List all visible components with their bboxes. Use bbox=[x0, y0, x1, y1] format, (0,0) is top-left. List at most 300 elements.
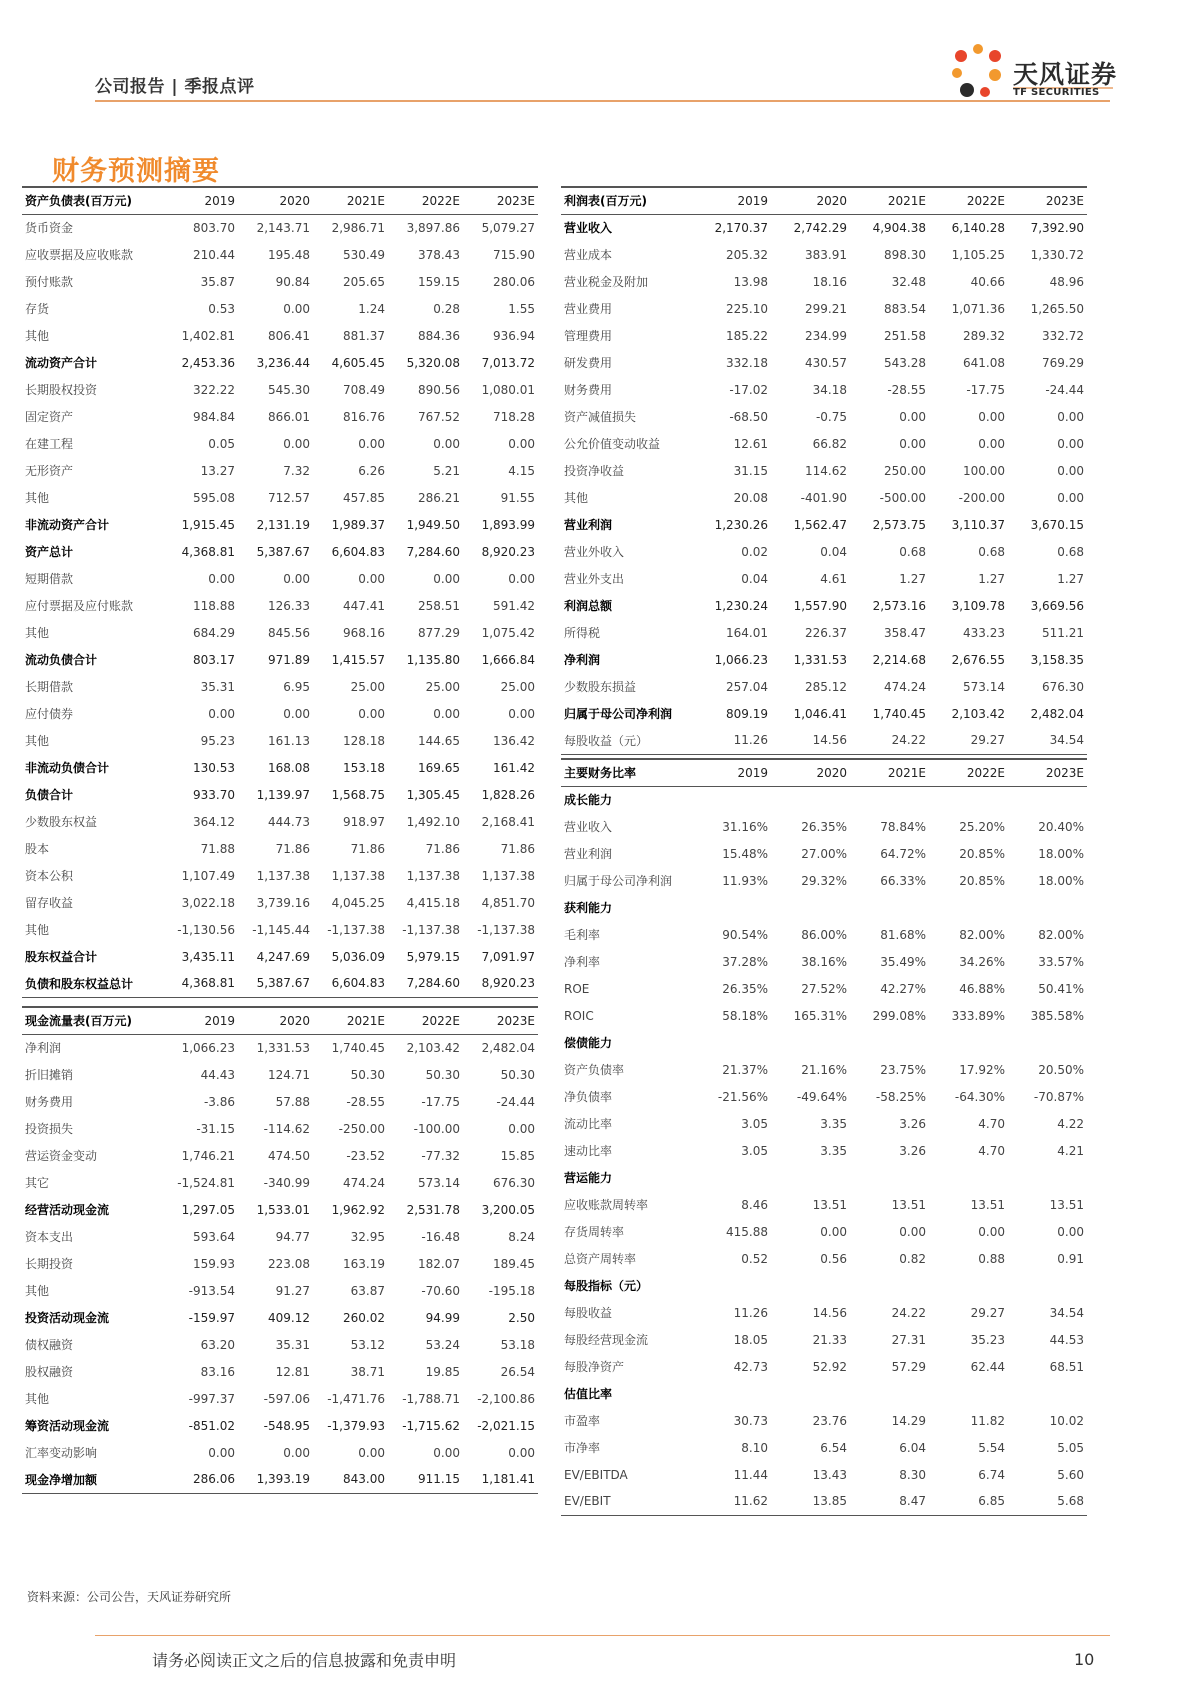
cell-value: 130.53 bbox=[193, 760, 235, 775]
cell-value: 0.00 bbox=[508, 1445, 535, 1460]
cell-value: 1,533.01 bbox=[256, 1202, 310, 1217]
row-label: 其他 bbox=[25, 734, 50, 748]
cell-value: 27.52% bbox=[801, 981, 847, 996]
page-number: 10 bbox=[1074, 1650, 1095, 1669]
balance-sheet-table bbox=[22, 186, 538, 998]
row-label: 所得税 bbox=[564, 626, 601, 640]
cell-value: 918.97 bbox=[343, 814, 385, 829]
cell-value: 251.58 bbox=[884, 328, 926, 343]
cell-value: 26.54 bbox=[500, 1364, 535, 1379]
row-label: 毛利率 bbox=[564, 928, 601, 942]
cell-value: 27.31 bbox=[891, 1332, 926, 1347]
cell-value: 0.00 bbox=[358, 571, 385, 586]
cell-value: 0.00 bbox=[208, 706, 235, 721]
table-header-row bbox=[561, 759, 1087, 786]
cell-value: 4,904.38 bbox=[872, 220, 926, 235]
cell-value: -851.02 bbox=[188, 1418, 235, 1433]
cell-value: 0.00 bbox=[433, 1445, 460, 1460]
cell-value: 189.45 bbox=[493, 1256, 535, 1271]
cell-value: 2,482.04 bbox=[481, 1040, 535, 1055]
cell-value: 258.51 bbox=[418, 598, 460, 613]
row-label: 非流动负债合计 bbox=[25, 761, 110, 775]
cell-value: 890.56 bbox=[418, 382, 460, 397]
cell-value: 364.12 bbox=[193, 814, 235, 829]
cell-value: 845.56 bbox=[268, 625, 310, 640]
cell-value: 3.35 bbox=[820, 1143, 847, 1158]
cell-value: 82.00% bbox=[1038, 927, 1084, 942]
row-label: 总资产周转率 bbox=[564, 1252, 637, 1266]
cell-value: 358.47 bbox=[884, 625, 926, 640]
year-header: 2022E bbox=[929, 187, 1008, 214]
cell-value: 11.44 bbox=[733, 1467, 768, 1482]
cell-value: 6,604.83 bbox=[313, 970, 388, 997]
table-row bbox=[561, 511, 1087, 538]
cell-value: 0.00 bbox=[508, 571, 535, 586]
cell-value: 71.86 bbox=[500, 841, 535, 856]
cell-value: 29.32% bbox=[801, 873, 847, 888]
row-label: 应付债券 bbox=[25, 707, 74, 721]
cell-value: 38.16% bbox=[801, 954, 847, 969]
cell-value: 0.04 bbox=[741, 571, 768, 586]
table-row bbox=[22, 646, 538, 673]
cell-value: 2,131.19 bbox=[256, 517, 310, 532]
cell-value: 23.76 bbox=[812, 1413, 847, 1428]
cell-value: 0.28 bbox=[433, 301, 460, 316]
cell-value: 71.86 bbox=[350, 841, 385, 856]
cell-value: -17.02 bbox=[729, 382, 768, 397]
cell-value: 8,920.23 bbox=[481, 544, 535, 559]
cell-value: 50.30 bbox=[350, 1067, 385, 1082]
cell-value: 71.88 bbox=[200, 841, 235, 856]
cell-value: 3,236.44 bbox=[256, 355, 310, 370]
cell-value: 169.65 bbox=[418, 760, 460, 775]
cell-value: 0.52 bbox=[741, 1251, 768, 1266]
cell-value: 8.47 bbox=[850, 1488, 929, 1515]
cell-value: 1.55 bbox=[508, 301, 535, 316]
cell-value: 81.68% bbox=[880, 927, 926, 942]
cell-value: 82.00% bbox=[959, 927, 1005, 942]
income-statement-table bbox=[561, 186, 1087, 755]
cell-value: 0.88 bbox=[978, 1251, 1005, 1266]
row-label: 其他 bbox=[564, 491, 589, 505]
cell-value: 8,920.23 bbox=[463, 970, 538, 997]
cell-value: 46.88% bbox=[959, 981, 1005, 996]
table-row bbox=[561, 867, 1087, 894]
table-row bbox=[561, 948, 1087, 975]
cell-value: 0.68 bbox=[978, 544, 1005, 559]
logo-petal-icon bbox=[989, 69, 1001, 81]
table-row bbox=[561, 1380, 1087, 1407]
table-row bbox=[561, 268, 1087, 295]
cell-value bbox=[692, 786, 771, 813]
table-row bbox=[561, 840, 1087, 867]
table-row bbox=[561, 1164, 1087, 1191]
cell-value: -1,379.93 bbox=[327, 1418, 385, 1433]
cell-value: -49.64% bbox=[796, 1089, 847, 1104]
cell-value: 378.43 bbox=[418, 247, 460, 262]
row-label: 营业外支出 bbox=[564, 572, 625, 586]
row-label: EV/EBITDA bbox=[564, 1467, 628, 1482]
row-label: 股东权益合计 bbox=[25, 950, 98, 964]
cell-value: 1,137.38 bbox=[256, 868, 310, 883]
table-header-row bbox=[22, 1007, 538, 1034]
row-label: 折旧摊销 bbox=[25, 1068, 74, 1082]
cell-value: -70.60 bbox=[421, 1283, 460, 1298]
cell-value: -28.55 bbox=[887, 382, 926, 397]
cell-value: 0.56 bbox=[820, 1251, 847, 1266]
cell-value: 718.28 bbox=[493, 409, 535, 424]
cell-value: 4.21 bbox=[1057, 1143, 1084, 1158]
cell-value: -31.15 bbox=[196, 1121, 235, 1136]
cell-value: 13.51 bbox=[970, 1197, 1005, 1212]
table-row bbox=[561, 894, 1087, 921]
cell-value bbox=[692, 1164, 771, 1191]
cell-value: 53.12 bbox=[350, 1337, 385, 1352]
cell-value: -77.32 bbox=[421, 1148, 460, 1163]
cell-value: 573.14 bbox=[418, 1175, 460, 1190]
cell-value: -1,145.44 bbox=[252, 922, 310, 937]
year-header: 2019 bbox=[163, 187, 238, 214]
cell-value: 7,392.90 bbox=[1030, 220, 1084, 235]
year-header: 2019 bbox=[163, 1007, 238, 1034]
cell-value: 968.16 bbox=[343, 625, 385, 640]
cell-value: 0.00 bbox=[208, 1445, 235, 1460]
cell-value: 1,331.53 bbox=[793, 652, 847, 667]
row-label: 负债合计 bbox=[25, 788, 74, 802]
row-label: 流动比率 bbox=[564, 1117, 613, 1131]
table-row bbox=[561, 1029, 1087, 1056]
cell-value: 3,022.18 bbox=[181, 895, 235, 910]
table-row bbox=[22, 1250, 538, 1277]
cell-value: 4.70 bbox=[978, 1143, 1005, 1158]
cell-value: 2,103.42 bbox=[951, 706, 1005, 721]
cell-value: 2,453.36 bbox=[181, 355, 235, 370]
cell-value: 7.32 bbox=[283, 463, 310, 478]
year-header: 2023E bbox=[1008, 187, 1087, 214]
row-label: 营业收入 bbox=[564, 820, 613, 834]
cell-value: 3,669.56 bbox=[1030, 598, 1084, 613]
cell-value: 13.98 bbox=[733, 274, 768, 289]
cell-value: -500.00 bbox=[879, 490, 926, 505]
cell-value: 1,740.45 bbox=[331, 1040, 385, 1055]
row-label: EV/EBIT bbox=[561, 1488, 692, 1515]
table-row bbox=[22, 700, 538, 727]
table-row bbox=[561, 565, 1087, 592]
cell-value: -1,137.38 bbox=[477, 922, 535, 937]
table-row bbox=[22, 619, 538, 646]
cell-value: 1,107.49 bbox=[181, 868, 235, 883]
cell-value: 32.48 bbox=[891, 274, 926, 289]
row-label: 股权融资 bbox=[25, 1365, 74, 1379]
cell-value: 205.65 bbox=[343, 274, 385, 289]
cell-value: 0.04 bbox=[820, 544, 847, 559]
cell-value: 1,740.45 bbox=[872, 706, 926, 721]
cell-value: 1,075.42 bbox=[481, 625, 535, 640]
financial-ratios-table bbox=[561, 758, 1087, 1516]
cell-value bbox=[929, 1029, 1008, 1056]
row-label: 资产总计 bbox=[25, 545, 74, 559]
table-row bbox=[561, 592, 1087, 619]
table-row bbox=[22, 1358, 538, 1385]
cell-value: 53.18 bbox=[500, 1337, 535, 1352]
cell-value: 34.54 bbox=[1049, 1305, 1084, 1320]
cell-value: 1,139.97 bbox=[256, 787, 310, 802]
row-label: 营业收入 bbox=[564, 221, 613, 236]
row-label: ROIC bbox=[564, 1008, 594, 1023]
table-title: 资产负债表(百万元) bbox=[22, 187, 163, 214]
cell-value: 5,387.67 bbox=[256, 544, 310, 559]
cell-value: -401.90 bbox=[800, 490, 847, 505]
row-label: 货币资金 bbox=[25, 221, 74, 236]
cell-value: 205.32 bbox=[726, 247, 768, 262]
row-label: 资产负债率 bbox=[564, 1063, 625, 1077]
cell-value: 5,320.08 bbox=[406, 355, 460, 370]
row-label: 每股指标（元） bbox=[564, 1279, 649, 1293]
cell-value: 163.19 bbox=[343, 1256, 385, 1271]
cell-value: 933.70 bbox=[193, 787, 235, 802]
table-row bbox=[22, 295, 538, 322]
cell-value: 511.21 bbox=[1042, 625, 1084, 640]
cell-value: 0.00 bbox=[283, 1445, 310, 1460]
cell-value: -70.87% bbox=[1033, 1089, 1084, 1104]
table-row bbox=[22, 835, 538, 862]
table-row bbox=[561, 786, 1087, 813]
cell-value: 13.51 bbox=[891, 1197, 926, 1212]
table-row bbox=[22, 1196, 538, 1223]
row-label: 营业利润 bbox=[564, 847, 613, 861]
cell-value: 64.72% bbox=[880, 846, 926, 861]
year-header: 2020 bbox=[771, 187, 850, 214]
table-row bbox=[561, 403, 1087, 430]
row-label: 营运能力 bbox=[564, 1171, 613, 1185]
table-row bbox=[22, 1466, 538, 1493]
cell-value: 0.68 bbox=[899, 544, 926, 559]
cell-value: -1,130.56 bbox=[177, 922, 235, 937]
table-row bbox=[22, 1277, 538, 1304]
cell-value: 20.40% bbox=[1038, 819, 1084, 834]
cell-value bbox=[771, 1029, 850, 1056]
cell-value: 34.54 bbox=[1008, 727, 1087, 754]
brand-subtitle: TF SECURITIES bbox=[1013, 87, 1100, 98]
cell-value: 4.15 bbox=[508, 463, 535, 478]
cell-value: 12.61 bbox=[733, 436, 768, 451]
cell-value: 223.08 bbox=[268, 1256, 310, 1271]
cell-value: 21.37% bbox=[722, 1062, 768, 1077]
cell-value: 6,140.28 bbox=[951, 220, 1005, 235]
table-row bbox=[561, 921, 1087, 948]
table-row bbox=[561, 1137, 1087, 1164]
row-label: 营业成本 bbox=[564, 248, 613, 262]
row-label: 获利能力 bbox=[564, 901, 613, 915]
cell-value: 641.08 bbox=[963, 355, 1005, 370]
table-row bbox=[561, 619, 1087, 646]
cell-value: 7,013.72 bbox=[481, 355, 535, 370]
cell-value: 591.42 bbox=[493, 598, 535, 613]
table-row bbox=[561, 538, 1087, 565]
row-label: 管理费用 bbox=[564, 329, 613, 343]
table-row bbox=[561, 1407, 1087, 1434]
cell-value: 4,045.25 bbox=[331, 895, 385, 910]
cell-value: 866.01 bbox=[268, 409, 310, 424]
cell-value: 3.05 bbox=[741, 1116, 768, 1131]
row-label: 其它 bbox=[25, 1176, 50, 1190]
table-title: 主要财务比率 bbox=[561, 759, 692, 786]
cell-value: 3.26 bbox=[899, 1143, 926, 1158]
cell-value: 78.84% bbox=[880, 819, 926, 834]
cell-value: -58.25% bbox=[875, 1089, 926, 1104]
cell-value bbox=[692, 1380, 771, 1407]
cell-value: 530.49 bbox=[343, 247, 385, 262]
cell-value: 20.08 bbox=[733, 490, 768, 505]
cell-value: 2,676.55 bbox=[951, 652, 1005, 667]
cell-value: 5,979.15 bbox=[406, 949, 460, 964]
table-row bbox=[561, 975, 1087, 1002]
table-row bbox=[561, 1191, 1087, 1218]
cell-value: 1,046.41 bbox=[793, 706, 847, 721]
cell-value: 0.00 bbox=[508, 706, 535, 721]
cell-value: 684.29 bbox=[193, 625, 235, 640]
cell-value: 474.50 bbox=[268, 1148, 310, 1163]
row-label: 应收票据及应收账款 bbox=[25, 248, 134, 262]
cell-value: 6.74 bbox=[978, 1467, 1005, 1482]
cell-value: 1.27 bbox=[899, 571, 926, 586]
cell-value: 1,893.99 bbox=[481, 517, 535, 532]
cell-value: 1,071.36 bbox=[951, 301, 1005, 316]
row-label: 长期借款 bbox=[25, 680, 74, 694]
table-row bbox=[22, 754, 538, 781]
cell-value: 29.27 bbox=[929, 727, 1008, 754]
cell-value: 7,284.60 bbox=[388, 970, 463, 997]
cell-value: 126.33 bbox=[268, 598, 310, 613]
cell-value: 48.96 bbox=[1049, 274, 1084, 289]
cell-value: 34.26% bbox=[959, 954, 1005, 969]
cell-value: 767.52 bbox=[418, 409, 460, 424]
cell-value: 1,066.23 bbox=[181, 1040, 235, 1055]
cell-value: 0.00 bbox=[283, 571, 310, 586]
cell-value: 20.85% bbox=[959, 873, 1005, 888]
footer-divider bbox=[95, 1635, 1110, 1636]
cell-value: -1,715.62 bbox=[402, 1418, 460, 1433]
cell-value: 164.01 bbox=[726, 625, 768, 640]
row-label: 长期投资 bbox=[25, 1257, 74, 1271]
cell-value: 13.85 bbox=[771, 1488, 850, 1515]
cell-value: 159.15 bbox=[418, 274, 460, 289]
cell-value: 1,402.81 bbox=[181, 328, 235, 343]
cell-value: 333.89% bbox=[951, 1008, 1005, 1023]
cell-value bbox=[929, 1380, 1008, 1407]
row-label: 其他 bbox=[25, 923, 50, 937]
table-row bbox=[22, 916, 538, 943]
cell-value: 877.29 bbox=[418, 625, 460, 640]
cell-value: 14.29 bbox=[891, 1413, 926, 1428]
row-label: 少数股东损益 bbox=[564, 680, 637, 694]
cell-value: 161.42 bbox=[493, 760, 535, 775]
cell-value: 1,305.45 bbox=[406, 787, 460, 802]
cell-value: 4.61 bbox=[820, 571, 847, 586]
cell-value: 2,168.41 bbox=[481, 814, 535, 829]
row-label: 其他 bbox=[25, 1392, 50, 1406]
cell-value: 299.08% bbox=[872, 1008, 926, 1023]
cell-value: 11.82 bbox=[970, 1413, 1005, 1428]
source-note: 资料来源：公司公告，天风证券研究所 bbox=[27, 1590, 232, 1604]
table-row bbox=[22, 673, 538, 700]
row-label: 利润总额 bbox=[564, 599, 613, 613]
row-label: 资本支出 bbox=[25, 1230, 74, 1244]
table-row bbox=[561, 349, 1087, 376]
cell-value: -195.18 bbox=[488, 1283, 535, 1298]
row-label: 汇率变动影响 bbox=[25, 1446, 98, 1460]
cell-value: 226.37 bbox=[805, 625, 847, 640]
table-row bbox=[22, 1439, 538, 1466]
cell-value: 2,573.16 bbox=[872, 598, 926, 613]
table-row bbox=[561, 1056, 1087, 1083]
cell-value: -1,471.76 bbox=[327, 1391, 385, 1406]
cell-value: 24.22 bbox=[891, 1305, 926, 1320]
cell-value bbox=[1008, 1272, 1087, 1299]
cell-value: 35.31 bbox=[275, 1337, 310, 1352]
cell-value bbox=[771, 1272, 850, 1299]
row-label: 速动比率 bbox=[564, 1144, 613, 1158]
cell-value: 4,415.18 bbox=[406, 895, 460, 910]
cell-value: 66.82 bbox=[812, 436, 847, 451]
table-row bbox=[22, 727, 538, 754]
row-label: 每股收益 bbox=[564, 1306, 613, 1320]
cell-value: 128.18 bbox=[343, 733, 385, 748]
cell-value: 30.73 bbox=[733, 1413, 768, 1428]
table-row bbox=[561, 214, 1087, 241]
cell-value: 168.08 bbox=[268, 760, 310, 775]
row-label: 债权融资 bbox=[25, 1338, 74, 1352]
cell-value: 595.08 bbox=[193, 490, 235, 505]
cell-value: 26.35% bbox=[801, 819, 847, 834]
cell-value bbox=[1008, 1380, 1087, 1407]
year-header: 2023E bbox=[1008, 759, 1087, 786]
cell-value: 430.57 bbox=[805, 355, 847, 370]
row-label: 财务费用 bbox=[25, 1095, 74, 1109]
cell-value: 1,746.21 bbox=[181, 1148, 235, 1163]
cell-value: 322.22 bbox=[193, 382, 235, 397]
cell-value: 90.54% bbox=[722, 927, 768, 942]
page-title: 财务预测摘要 bbox=[52, 156, 220, 187]
brand-name: 天风证券 bbox=[1013, 60, 1118, 89]
cell-value: 3.26 bbox=[899, 1116, 926, 1131]
cell-value: 144.65 bbox=[418, 733, 460, 748]
cell-value: 2,143.71 bbox=[256, 220, 310, 235]
table-row bbox=[22, 1412, 538, 1439]
row-label: 投资净收益 bbox=[564, 464, 625, 478]
cell-value: 40.66 bbox=[970, 274, 1005, 289]
cell-value: 1,181.41 bbox=[463, 1466, 538, 1493]
cell-value: 543.28 bbox=[884, 355, 926, 370]
cell-value: 816.76 bbox=[343, 409, 385, 424]
table-row bbox=[22, 1169, 538, 1196]
year-header: 2021E bbox=[313, 1007, 388, 1034]
table-row bbox=[22, 457, 538, 484]
cell-value: -997.37 bbox=[188, 1391, 235, 1406]
cell-value: 708.49 bbox=[343, 382, 385, 397]
cell-value: 27.00% bbox=[801, 846, 847, 861]
cell-value: 42.27% bbox=[880, 981, 926, 996]
cell-value: 1,962.92 bbox=[331, 1202, 385, 1217]
cell-value: 8.30 bbox=[899, 1467, 926, 1482]
cell-value: 100.00 bbox=[963, 463, 1005, 478]
cell-value: 4,851.70 bbox=[481, 895, 535, 910]
row-label: 其他 bbox=[25, 1284, 50, 1298]
cell-value: 18.00% bbox=[1038, 873, 1084, 888]
cell-value: 50.30 bbox=[500, 1067, 535, 1082]
cell-value: 20.50% bbox=[1038, 1062, 1084, 1077]
cell-value: 715.90 bbox=[493, 247, 535, 262]
